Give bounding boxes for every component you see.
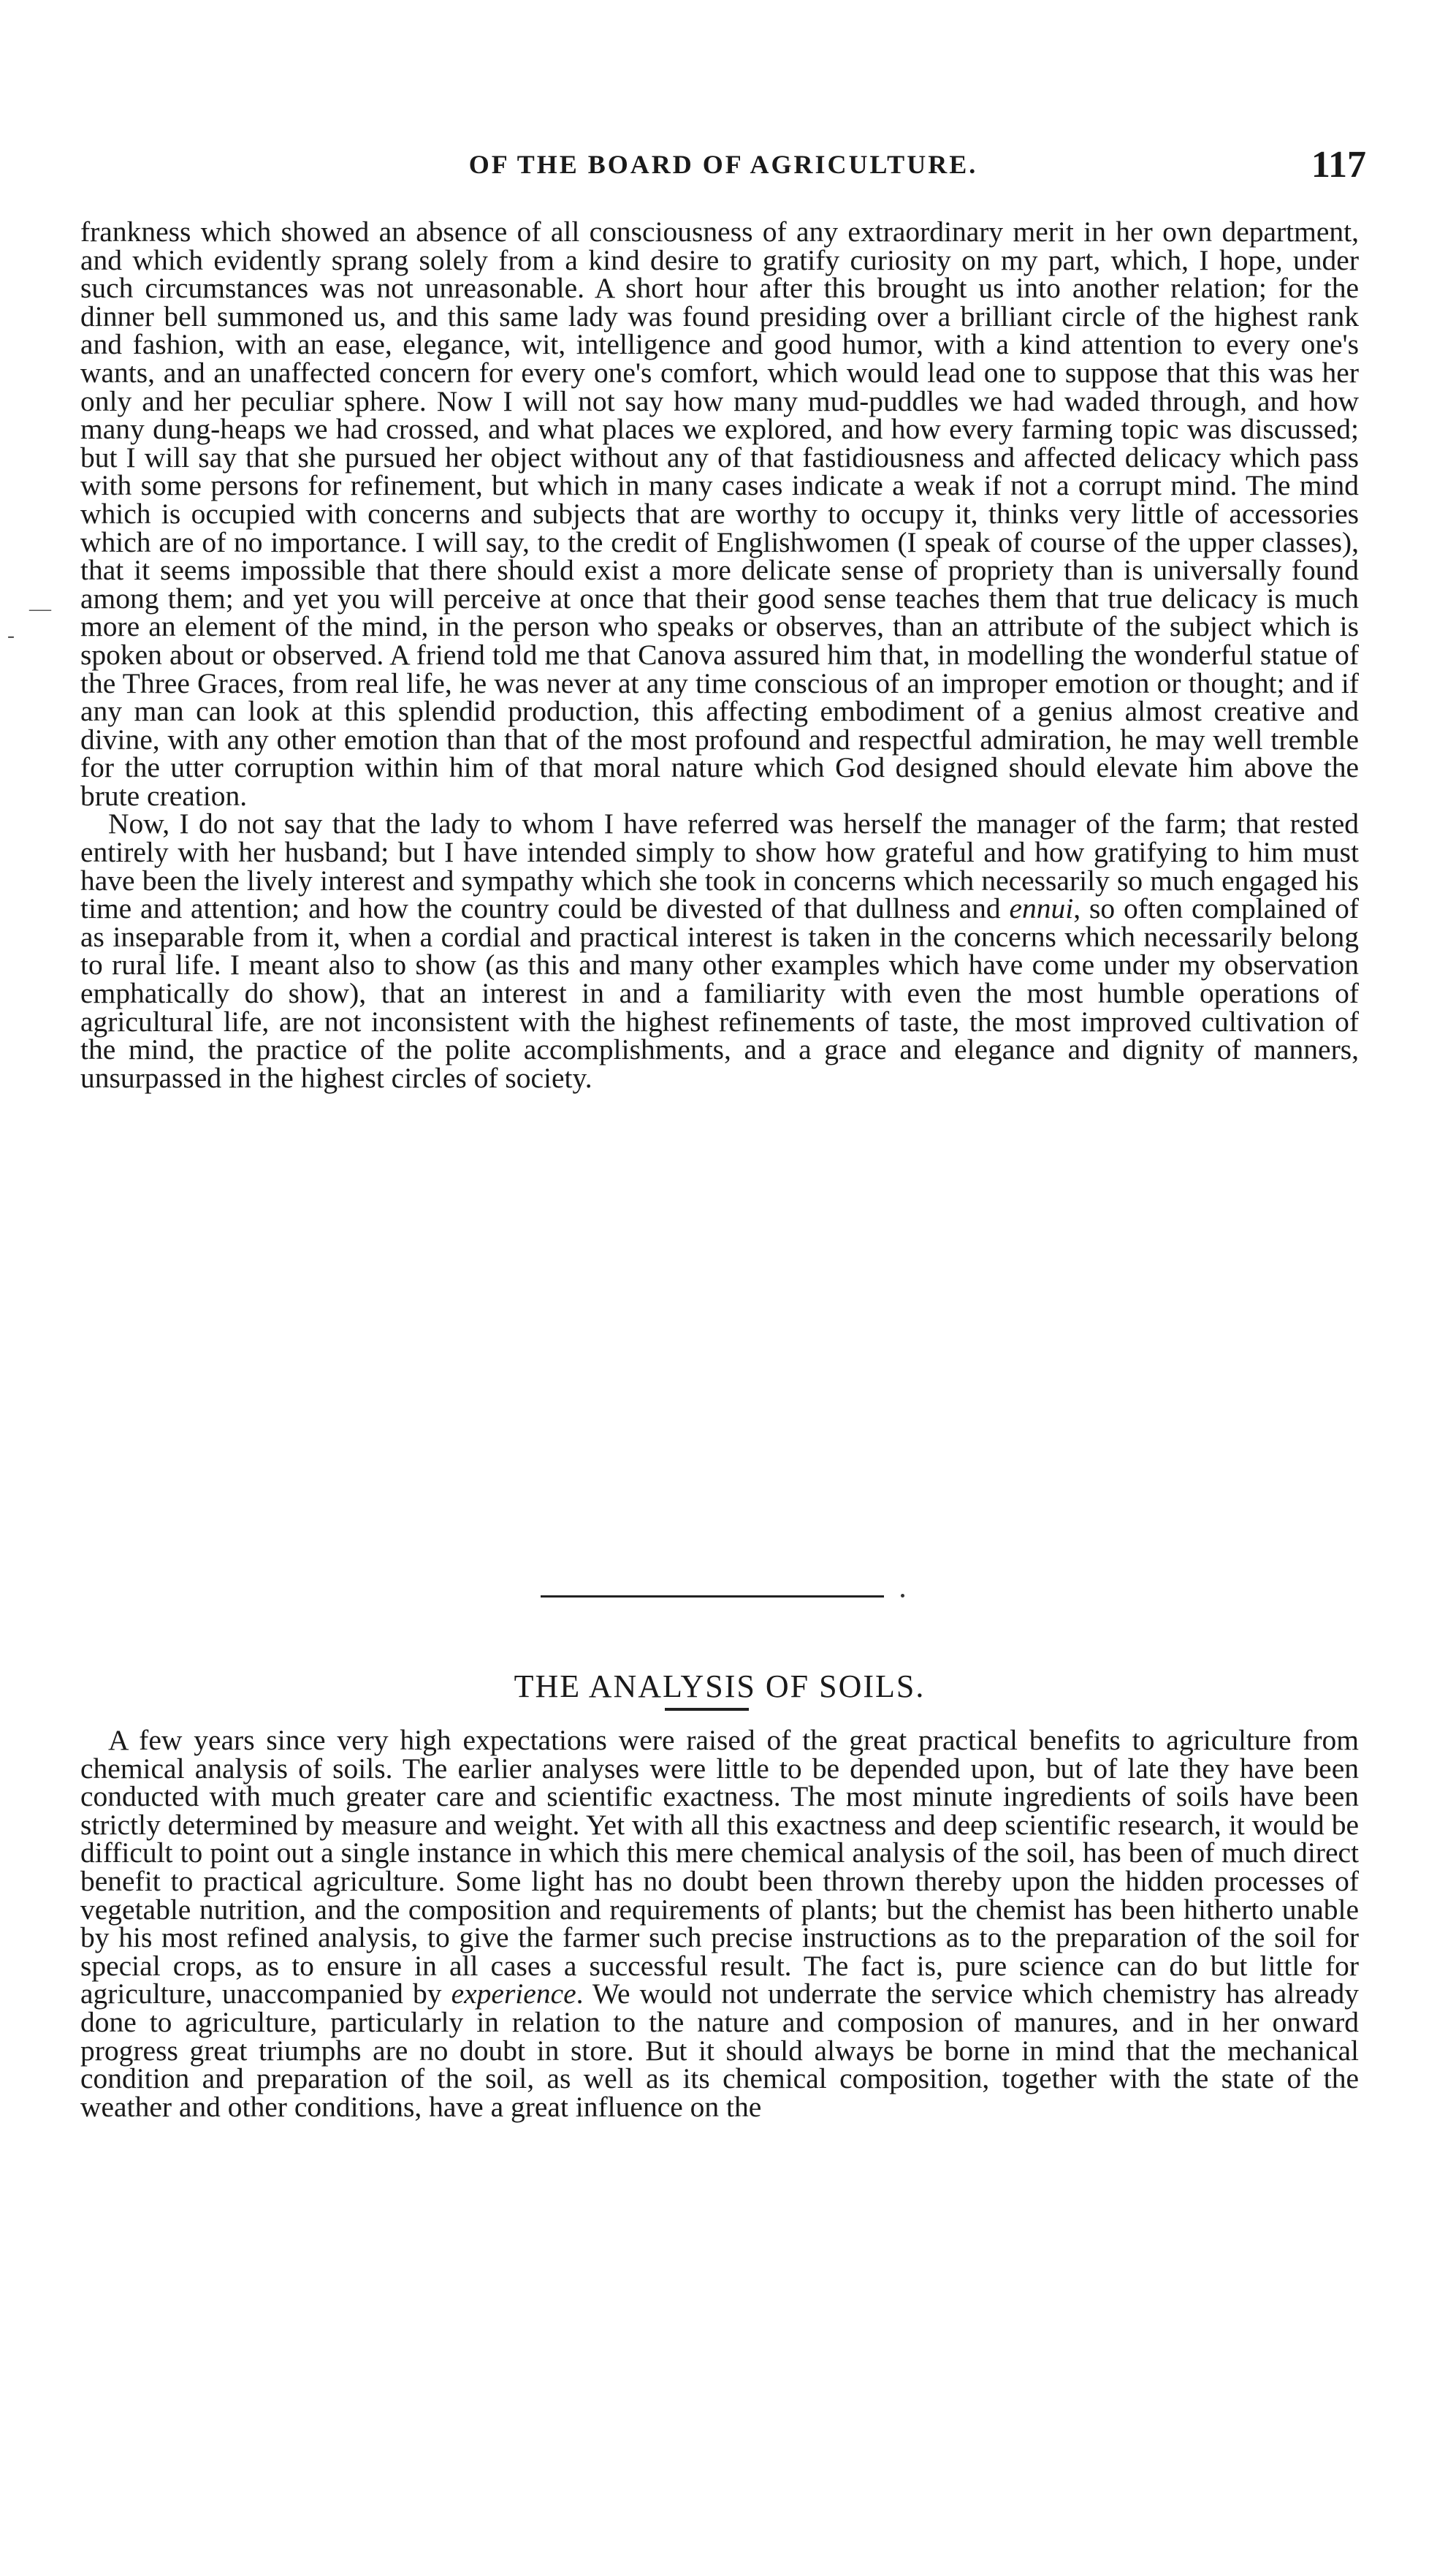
section-divider-rule xyxy=(541,1595,884,1598)
running-head xyxy=(80,143,1366,194)
paragraph-text: . We would not underrate the service which chemistry has already done to agriculture, particularly in relation to the nature and composion of manures, and in her onward progress great triumphs are no doubt in store. But it should always be borne in mind that the mechanical condition and preparation of the soil, as well as its chemical composition, together with the state of the weather and other conditions, have a great influence on the xyxy=(80,1978,1359,2123)
title-underline-rule xyxy=(665,1708,749,1711)
body-paragraph-continued: frankness which showed an absence of all consciousness of any extraordinary merit in her own department, and which evidently sprang solely from a kind desire to gratify curiosity on my part, which, I hope, under such circumstances was not unreasonable. A short hour after this brought us into another relation; for the dinner bell summoned us, and this same lady was found presiding over a brilliant circle of the highest rank and fashion, with an ease, elegance, wit, intelligence and good humor, with a kind attention to every one's wants, and an unaffected concern for every one's comfort, which would lead one to suppose that this was her only and her peculiar sphere. Now I will not say how many mud-puddles we had waded through, and how many dung-heaps we had crossed, and what places we explored, and how every farming topic was discussed; but I will say that she pursued her object without any of that fastidiousness and affected delicacy which pass with some persons for refinement, but which in many cases indicate a weak if not a corrupt mind. The mind which is occupied with concerns and subjects that are worthy to occupy it, thinks very little of accessories which are of no importance. I will say, to the credit of Englishwomen (I speak of course of the upper classes), that it seems impossible that there should exist a more delicate sense of propriety than is universally found among them; and yet you will perceive at once that their good sense teaches them that true delicacy is much more an element of the mind, in the person who speaks or observes, than an attribute of the subject which is spoken about or observed. A friend told me that Canova assured him that, in modelling the wonderful statue of the Three Graces, from real life, he was never at any time conscious of an improper emotion or thought; and if any man can look at this splendid production, this affecting embodiment of a genius almost creative and divine, with any other emotion than that of the most profound and respectful admiration, he may well tremble for the utter corruption within him of that moral nature which God designed should elevate him above the brute creation. xyxy=(80,216,1359,812)
continued-text-block xyxy=(80,218,1359,1092)
section-paragraph xyxy=(80,1726,1359,2121)
italic-term: ennui xyxy=(1009,892,1074,925)
divider-dot xyxy=(901,1594,904,1598)
italic-term: experience xyxy=(451,1978,576,2010)
margin-mark: — xyxy=(29,596,51,620)
section-text-block xyxy=(80,1726,1359,2121)
body-paragraph xyxy=(80,810,1359,1092)
section-title: THE ANALYSIS OF SOILS. xyxy=(514,1668,926,1704)
paragraph-text: Now, I do not say that the lady to whom I have referred was herself the manager of the farm; that rested entirely with her husband; but I have intended simply to show how grateful and how gratifying to him must have been the lively interest and sympathy which she took in concerns which necessarily so much engaged his time and attention; and how the country could be divested of that dullness and xyxy=(80,808,1359,925)
paragraph-text: , so often complained of as inseparable from it, when a cordial and practical interest is taken in the concerns which necessarily belong to rural life. I meant also to show (as this and many other examples which have come under my observation emphatically do show), that an interest in and a familiarity with even the most humble operations of agricultural life, are not inconsistent with the highest refinements of taste, the most improved cultivation of the mind, the practice of the polite accomplishments, and a grace and elegance and dignity of manners, unsurpassed in the highest circles of society. xyxy=(80,892,1359,1094)
page-number: 117 xyxy=(1311,144,1366,186)
paragraph-text: A few years since very high expectations were raised of the great practical benefits to agriculture from chemical analysis of soils. The earlier analyses were little to be depended upon, but of late they have been conducted with much greater care and scientific exactness. The most minute ingredients of soils have been strictly determined by measure and weight. Yet with all this exactness and deep scientific research, it would be difficult to point out a single instance in which this mere chemical analysis of the soil, has been of much direct benefit to practical agriculture. Some light has no doubt been thrown thereby upon the hidden processes of vegetable nutrition, and the composition and requirements of plants; but the chemist has been hitherto unable by his most refined analysis, to give the farmer such precise instructions as to the preparation of the soil for special crops, as to ensure in all cases a successful result. The fact is, pure science can do but little for agriculture, unaccompanied by xyxy=(80,1724,1359,2010)
margin-mark: - xyxy=(7,623,15,647)
running-title: OF THE BOARD OF AGRICULTURE. xyxy=(468,150,978,179)
